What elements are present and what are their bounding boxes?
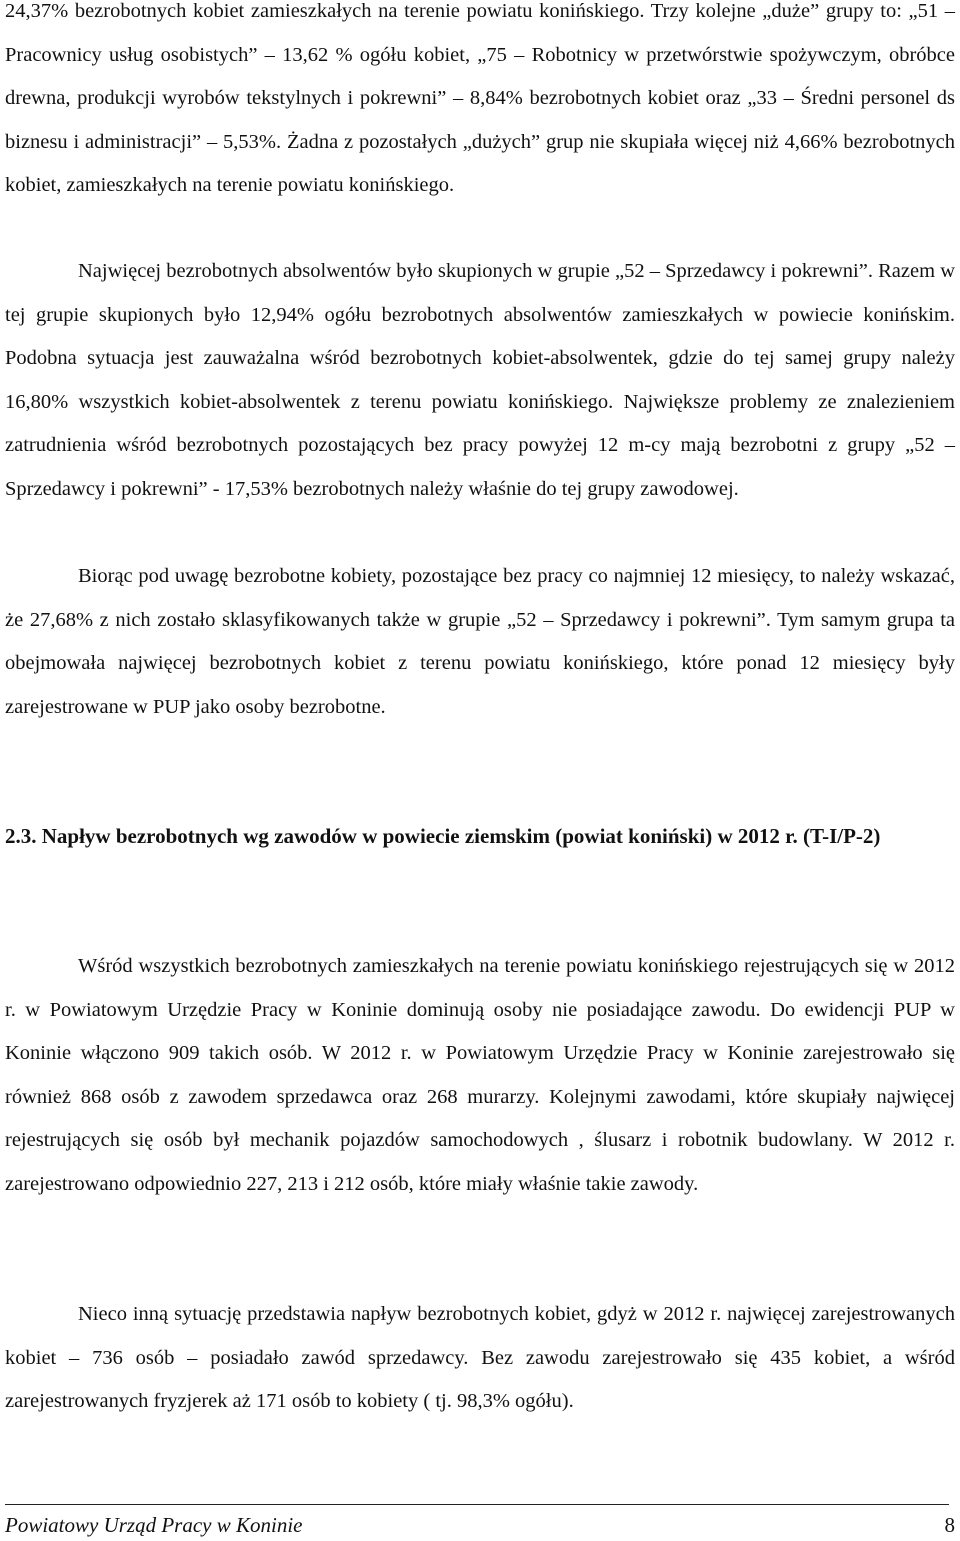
section-heading: 2.3. Napływ bezrobotnych wg zawodów w powiecie ziemskim (powiat koniński) w 2012 r. (T-I/P-2) xyxy=(5,824,881,848)
footer-divider xyxy=(5,1504,949,1505)
paragraph-inflow-by-occupation: Wśród wszystkich bezrobotnych zamieszkałych na terenie powiatu konińskiego rejestrujących się w 2012 r. w Powiatowym Urzędzie Pracy w Koninie dominują osoby nie posiadające zawodu. Do ewidencji PUP w Koninie włączono 909 takich osób. W 2012 r. w Powiatowym Urzędzie Pracy w Koninie zarejestrowało się również 868 osób z zawodem sprzedawca oraz 268 murarzy. Kolejnymi zawodami, które skupiały najwięcej rejestrujących się osób był mechanik pojazdów samochodowych , ślusarz i robotnik budowlany. W 2012 r. zarejestrowano odpowiednio 227, 213 i 212 osób, które miały właśnie takie zawody. xyxy=(5,955,955,1195)
paragraph-occupational-groups-women: 24,37% bezrobotnych kobiet zamieszkałych na terenie powiatu konińskiego. Trzy kolejne „duże” grupy to: „51 – Pracownicy usług osobistych” – 13,62 % ogółu kobiet, „75 – Robotnicy w przetwórstwie spożywczym, obróbce drewna, produkcji wyrobów tekstylnych i pokrewni” – 8,84% bezrobotnych kobiet oraz „33 – Średni personel ds biznesu i administracji” – 5,53%. Żadna z pozostałych „dużych” grup nie skupiała więcej niż 4,66% bezrobotnych kobiet, zamieszkałych na terenie powiatu konińskiego. xyxy=(5,0,955,196)
footer-office-name: Powiatowy Urząd Pracy w Koninie xyxy=(5,1513,303,1537)
paragraph-graduates: Najwięcej bezrobotnych absolwentów było skupionych w grupie „52 – Sprzedawcy i pokrewni”. Razem w tej grupie skupionych było 12,94% ogółu bezrobotnych absolwentów zamieszkałych w powiecie konińskim. Podobna sytuacja jest zauważalna wśród bezrobotnych kobiet-absolwentek, gdzie do tej samej grupy należy 16,80% wszystkich kobiet-absolwentek z terenu powiatu konińskiego. Największe problemy ze znalezieniem zatrudnienia wśród bezrobotnych pozostających bez pracy powyżej 12 m-cy mają bezrobotni z grupy „52 – Sprzedawcy i pokrewni” - 17,53% bezrobotnych należy właśnie do tej grupy zawodowej. xyxy=(5,260,955,500)
paragraph-inflow-women: Nieco inną sytuację przedstawia napływ bezrobotnych kobiet, gdyż w 2012 r. najwięcej zarejestrowanych kobiet – 736 osób – posiadało zawód sprzedawcy. Bez zawodu zarejestrowało się 435 kobiet, a wśród zarejestrowanych fryzjerek aż 171 osób to kobiety ( tj. 98,3% ogółu). xyxy=(5,1303,955,1412)
paragraph-long-term-unemployed-women: Biorąc pod uwagę bezrobotne kobiety, pozostające bez pracy co najmniej 12 miesięcy, to należy wskazać, że 27,68% z nich zostało sklasyfikowanych także w grupie „52 – Sprzedawcy i pokrewni”. Tym samym grupa ta obejmowała najwięcej bezrobotnych kobiet z terenu powiatu konińskiego, które ponad 12 miesięcy były zarejestrowane w PUP jako osoby bezrobotne. xyxy=(5,565,955,718)
footer-page-number: 8 xyxy=(944,1513,955,1537)
